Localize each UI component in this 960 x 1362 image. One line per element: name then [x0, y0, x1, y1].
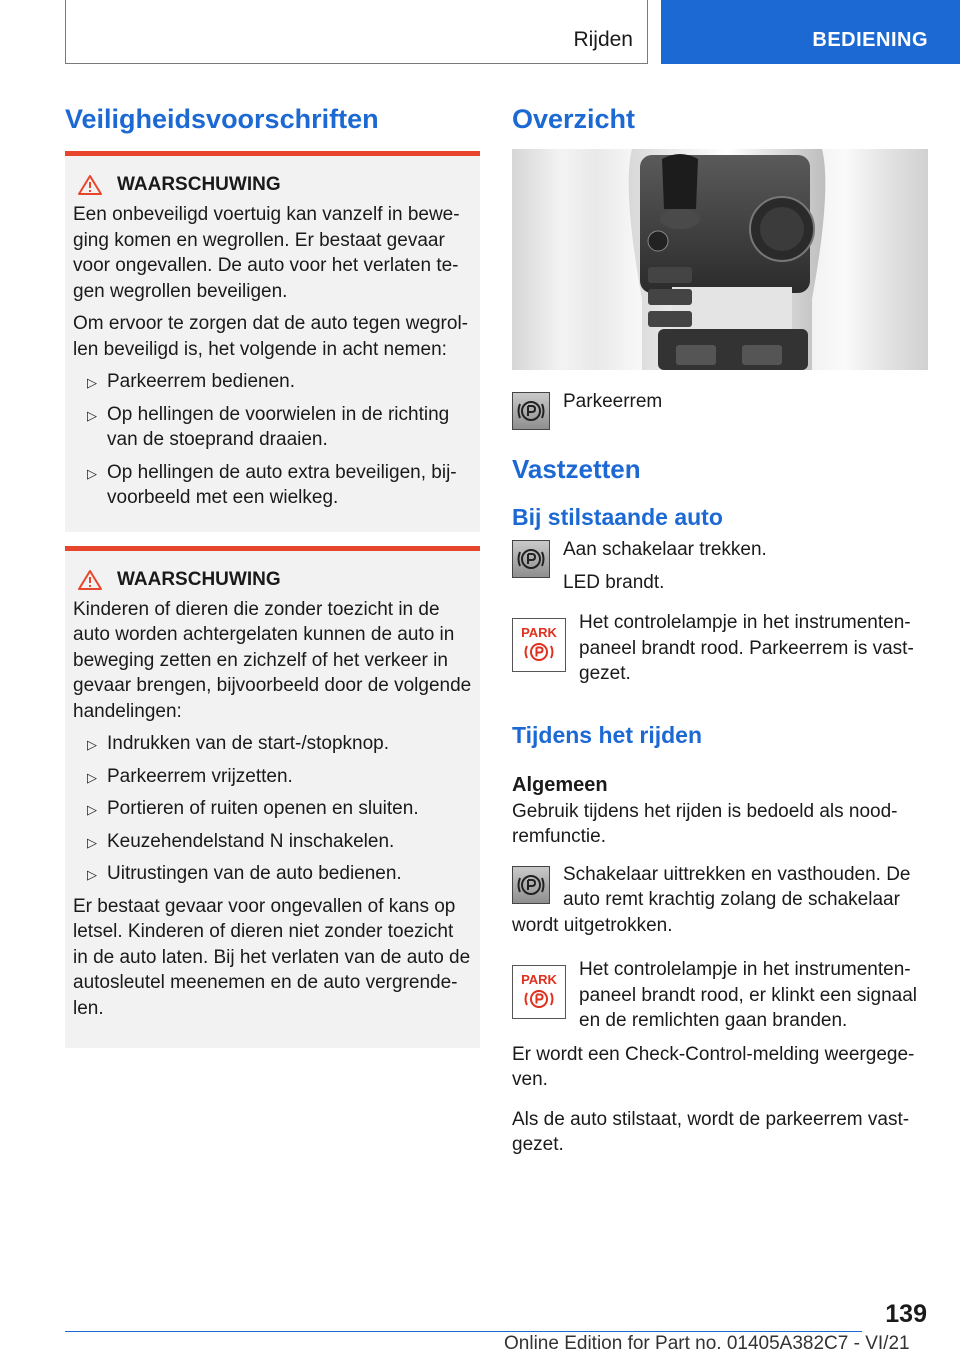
- stationary-park-text: Het controlelampje in het instrumenten-paneel brandt rood. Parkeerrem is vast-gezet.: [579, 612, 914, 684]
- triangle-bullet-icon: ▷: [87, 867, 97, 882]
- overview-title: Overzicht: [512, 104, 636, 134]
- safety-title: Veiligheidsvoorschriften: [65, 104, 379, 134]
- general-heading: Algemeen: [512, 773, 608, 796]
- parking-brake-switch-icon: [512, 392, 550, 430]
- warning-1-text-1: Een onbeveiligd voertuig kan vanzelf in bewe-ging komen en wegrollen. Er bestaat gevaar voor ongevallen. De auto voor het verlaten te-gen wegrollen beveiligen.: [73, 204, 460, 302]
- header-chapter-tab: [661, 0, 960, 64]
- footer-divider: [65, 1331, 862, 1332]
- page-number: 139: [885, 1300, 927, 1328]
- list-item: ▷ Op hellingen de voorwielen in de richting van de stoeprand draaien.: [87, 403, 450, 450]
- park-warning-lamp-icon: [512, 965, 566, 1019]
- warning-2-text-2: Er bestaat gevaar voor ongevallen of kans op letsel. Kinderen of dieren niet zonder toezicht in de auto laten. Bij het verlaten van de auto de autosleutel meenemen en de auto vergrende-len.: [73, 895, 471, 1019]
- warning-heading-2: [73, 569, 472, 591]
- list-item: ▷ Keuzehendelstand N inschakelen.: [73, 829, 472, 855]
- stationary-step: [512, 540, 928, 595]
- triangle-bullet-icon: ▷: [87, 737, 97, 752]
- warning-1-list: [73, 369, 472, 511]
- warning-triangle-icon: [77, 174, 103, 196]
- park-warning-lamp-icon: [512, 618, 566, 672]
- triangle-bullet-icon: ▷: [87, 407, 97, 423]
- warning-1-text-2: Om ervoor te zorgen dat de auto tegen wegrol-len beveiligd is, het volgende in acht nemen:: [73, 313, 469, 360]
- footer-edition: Online Edition for Part no. 01405A382C7 - VI/21: [504, 1333, 910, 1354]
- right-column: [512, 100, 928, 1158]
- general-text: Gebruik tijdens het rijden is bedoeld als nood-remfunctie.: [512, 800, 898, 847]
- driving-park-text: Het controlelampje in het instrumenten-paneel brandt rood, er klinkt een signaal en de remlichten gaan branden.: [579, 959, 918, 1031]
- list-item: ▷ Indrukken van de start-/stopknop.: [73, 731, 472, 757]
- warning-box-1: [65, 151, 480, 532]
- driving-step: [512, 862, 928, 939]
- list-item: ▷ Portieren of ruiten openen en sluiten.: [73, 796, 472, 822]
- list-item: ▷ Parkeerrem vrijzetten.: [73, 764, 472, 790]
- left-column: [65, 100, 480, 1048]
- fastening-title: Vastzetten: [512, 454, 641, 484]
- header-section-label: Rijden: [573, 28, 633, 51]
- park-lamp-label: PARK: [521, 972, 557, 987]
- warning-2-list: [73, 731, 472, 887]
- driving-step-text: Schakelaar uittrekken en vasthouden. De auto remt krachtig zolang de schakelaar wordt uitgetrokken.: [512, 863, 911, 936]
- center-console-photo: [512, 149, 928, 370]
- triangle-bullet-icon: ▷: [87, 375, 97, 390]
- triangle-bullet-icon: ▷: [87, 465, 97, 481]
- warning-label-2: WAARSCHUWING: [117, 568, 281, 590]
- stationary-step-1: Aan schakelaar trekken.: [563, 539, 767, 560]
- list-item: ▷ Uitrustingen van de auto bedienen.: [73, 861, 472, 887]
- triangle-bullet-icon: ▷: [87, 802, 97, 817]
- warning-2-text-1: Kinderen of dieren die zonder toezicht in de auto worden achtergelaten kunnen de auto in beweging zetten en zichzelf of het verkeer in gevaar brengen, bijvoorbeeld door de volgende handelingen:: [73, 598, 472, 722]
- stationary-step-2: LED brandt.: [563, 571, 665, 593]
- list-item: ▷ Parkeerrem bedienen.: [73, 369, 472, 395]
- park-circle-p-icon: [524, 640, 554, 664]
- check-control-text: Er wordt een Check-Control-melding weergege-ven.: [512, 1043, 915, 1090]
- header-section-box: [65, 0, 648, 64]
- warning-box-2: [65, 546, 480, 1049]
- list-item: ▷ Op hellingen de auto extra beveiligen, bij-voorbeeld met een wielkeg.: [87, 461, 457, 508]
- triangle-bullet-icon: ▷: [87, 834, 97, 850]
- console-illustration: [512, 149, 928, 370]
- stationary-subtitle: Bij stilstaande auto: [512, 504, 723, 530]
- stationary-park-indicator: [512, 613, 928, 687]
- header-chapter-label: BEDIENING: [812, 29, 928, 51]
- warning-triangle-icon: [77, 569, 103, 591]
- final-text: Als de auto stilstaat, wordt de parkeerrem vast-gezet.: [512, 1108, 910, 1155]
- driving-subtitle: Tijdens het rijden: [512, 721, 702, 748]
- park-circle-p-icon: [524, 987, 554, 1011]
- park-lamp-label: PARK: [521, 625, 557, 640]
- driving-park-indicator: [512, 960, 928, 1034]
- warning-heading-1: [73, 174, 472, 196]
- parking-brake-legend: [512, 392, 928, 430]
- parking-brake-switch-icon: [512, 540, 550, 578]
- warning-label-1: WAARSCHUWING: [117, 174, 281, 195]
- stationary-step-text: [563, 537, 767, 595]
- parking-brake-switch-icon: [512, 866, 550, 904]
- parking-brake-label: Parkeerrem: [563, 391, 663, 412]
- triangle-bullet-icon: ▷: [87, 769, 97, 785]
